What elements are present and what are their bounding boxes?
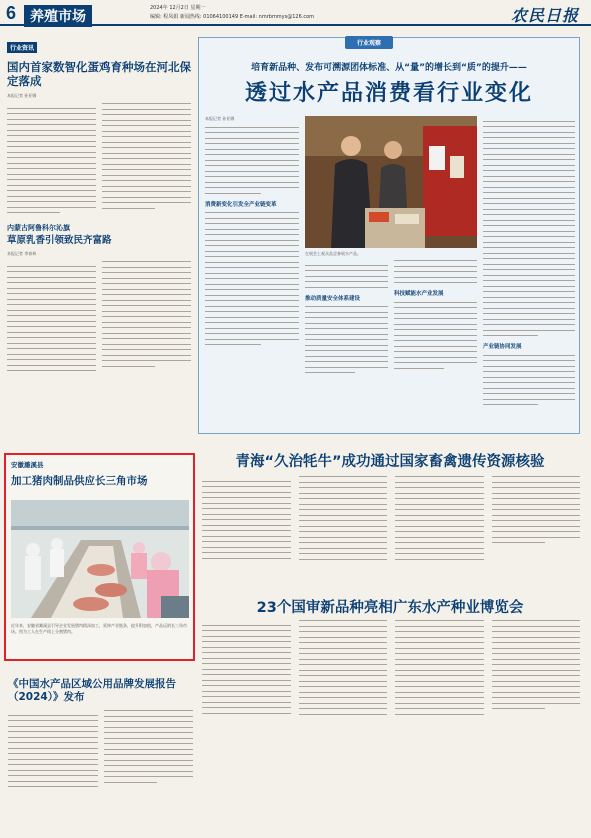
- highlighted-article-anhui[interactable]: [4, 453, 195, 661]
- feature-subhead-4: 产业链协同发展: [483, 344, 522, 350]
- headline-hebei[interactable]: 国内首家数智化蛋鸡育种场在河北保定落成: [7, 60, 191, 88]
- meat-processing-photo: [11, 500, 189, 618]
- article-body-neimenggu: [7, 261, 191, 373]
- article-body-guangdong: [202, 620, 580, 717]
- feature-tag: 行业观察: [345, 36, 393, 49]
- feature-article: [198, 37, 580, 434]
- headline-anhui[interactable]: 加工猪肉制品供应长三角市场: [11, 475, 148, 487]
- feature-subtitle: 培育新品种、发布可溯源团体标准、从“量”的增长到“质”的提升——: [251, 63, 527, 73]
- expo-photo-illustration: [305, 116, 477, 248]
- feature-subhead-2: 推动质量安全体系建设: [305, 295, 361, 302]
- section-name: 养殖市场: [24, 5, 92, 27]
- anhui-photo-caption: 近年来，安徽省濉溪县引导企业发展猪肉精深加工，延伸产业链条，提升附加值，产品远销长三角市场。图为工人在生产线上分割猪肉。: [11, 623, 187, 634]
- article-body-hebei: [7, 103, 191, 215]
- feature-photo: [305, 116, 477, 248]
- article-body-qinghai: [202, 476, 580, 560]
- feature-col-2: [305, 260, 477, 375]
- headline-qinghai[interactable]: 青海“久治牦牛”成功通过国家畜禽遗传资源核验: [235, 454, 545, 470]
- feature-col-3: [483, 116, 575, 410]
- headline-report[interactable]: 《中国水产品区域公用品牌发展报告（2024）》发布: [8, 678, 176, 703]
- paper-logo: 农民日报: [510, 6, 579, 25]
- headline-guangdong[interactable]: 23个国审新品种亮相广东水产种业博览会: [256, 600, 524, 616]
- left-column: [7, 35, 191, 374]
- page-number: 6: [6, 3, 17, 23]
- byline-hebei: 本报记者 孙亚娜: [7, 93, 37, 98]
- feature-subhead-1: 消费新变化引发全产业链变革: [205, 201, 277, 208]
- feature-byline: 本报记者 孙亚娜: [205, 116, 235, 121]
- headline-neimenggu[interactable]: 草原乳香引领致民齐富路: [7, 235, 112, 247]
- date-line: 2024年 12月2日 星期一: [150, 5, 206, 11]
- feature-subhead-3: 科技赋能水产业发展: [394, 291, 444, 297]
- section-tag: 行业资讯: [7, 42, 37, 53]
- byline-neimenggu: 本报记者 李春林: [7, 251, 37, 257]
- kicker-anhui: 安徽濉溪县: [11, 461, 44, 469]
- feature-title[interactable]: 透过水产品消费看行业变化: [244, 81, 533, 106]
- kicker-neimenggu: 内蒙古阿鲁科尔沁旗: [7, 224, 70, 233]
- feature-photo-caption: 在展会上观众品尝参展水产品。: [305, 251, 361, 256]
- article-body-report: [8, 710, 193, 789]
- masthead: [0, 0, 591, 26]
- anhui-photo: [11, 500, 189, 618]
- contact-line: 编辑: 程凤娟 新闻热线: 01064100149 E-mail: nmrbmmys@126.com: [150, 14, 315, 20]
- feature-col-1: [205, 116, 299, 350]
